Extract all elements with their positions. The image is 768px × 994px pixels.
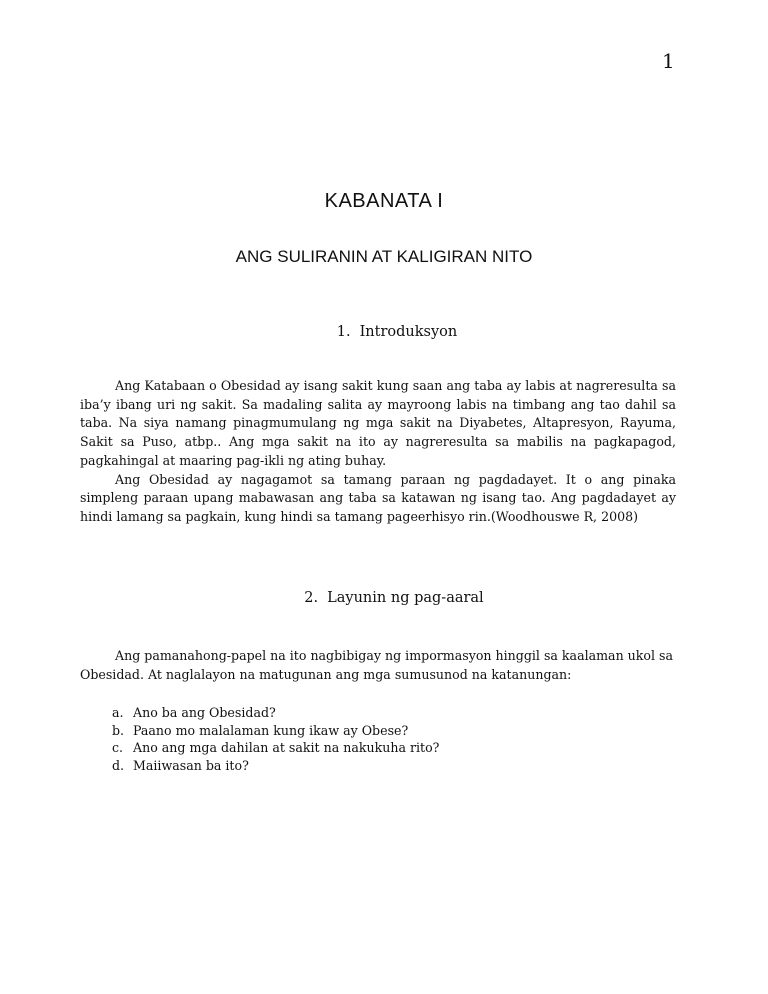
section-number: 1.: [336, 324, 351, 340]
list-item: [112, 704, 439, 722]
introduksyon-body: [80, 377, 676, 527]
list-marker: d.: [112, 757, 125, 773]
list-item: [112, 722, 439, 740]
paragraph: Ang pamanahong-papel na ito nagbibigay ng impormasyon hinggil sa kaalaman ukol sa Obesidad. At naglalayon na matugunan ang mga sumusunod na katanungan:: [80, 648, 674, 682]
question-list: [112, 704, 439, 774]
list-marker: b.: [112, 722, 125, 738]
section-title: Layunin ng pag-aaral: [327, 590, 484, 606]
page-number: 1: [662, 49, 675, 73]
section-title: Introduksyon: [359, 324, 458, 340]
paragraph: Ang Katabaan o Obesidad ay isang sakit kung saan ang taba ay labis at nagreresulta sa iba’y ibang uri ng sakit. Sa madaling salita ay mayroong labis na timbang ang tao dahil sa taba. Na siya namang pinagmumulang ng mga sakit na Diyabetes, Altapresyon, Rayuma, Sakit sa Puso, atbp.. Ang mga sakit na ito ay nagreresulta sa mabilis na pagkapagod, pagkahingal at maaring pag-ikli ng ating buhay.: [80, 378, 676, 468]
list-marker: c.: [112, 740, 124, 756]
chapter-subtitle: ANG SULIRANIN AT KALIGIRAN NITO: [235, 247, 533, 266]
chapter-title: KABANATA I: [324, 190, 444, 212]
list-item-text: Ano ang mga dahilan at sakit na nakukuha rito?: [133, 740, 440, 756]
paragraph: Ang Obesidad ay nagagamot sa tamang paraan ng pagdadayet. It o ang pinaka simpleng paraan upang mabawasan ang taba sa katawan ng isang tao. Ang pagdadayet ay hindi lamang sa pagkain, kung hindi sa tamang pageerhisyo rin.(Woodhouswe R, 2008): [80, 471, 676, 524]
list-item-text: Ano ba ang Obesidad?: [133, 705, 276, 720]
list-item-text: Maiiwasan ba ito?: [133, 757, 249, 773]
list-item-text: Paano mo malalaman kung ikaw ay Obese?: [133, 722, 409, 738]
list-item: [112, 739, 439, 757]
list-marker: a.: [112, 705, 124, 720]
section-heading-layunin: [0, 588, 768, 608]
section-heading-introduksyon: [0, 322, 768, 342]
layunin-body: [80, 647, 676, 684]
list-item: [112, 757, 439, 775]
section-number: 2.: [304, 590, 319, 606]
